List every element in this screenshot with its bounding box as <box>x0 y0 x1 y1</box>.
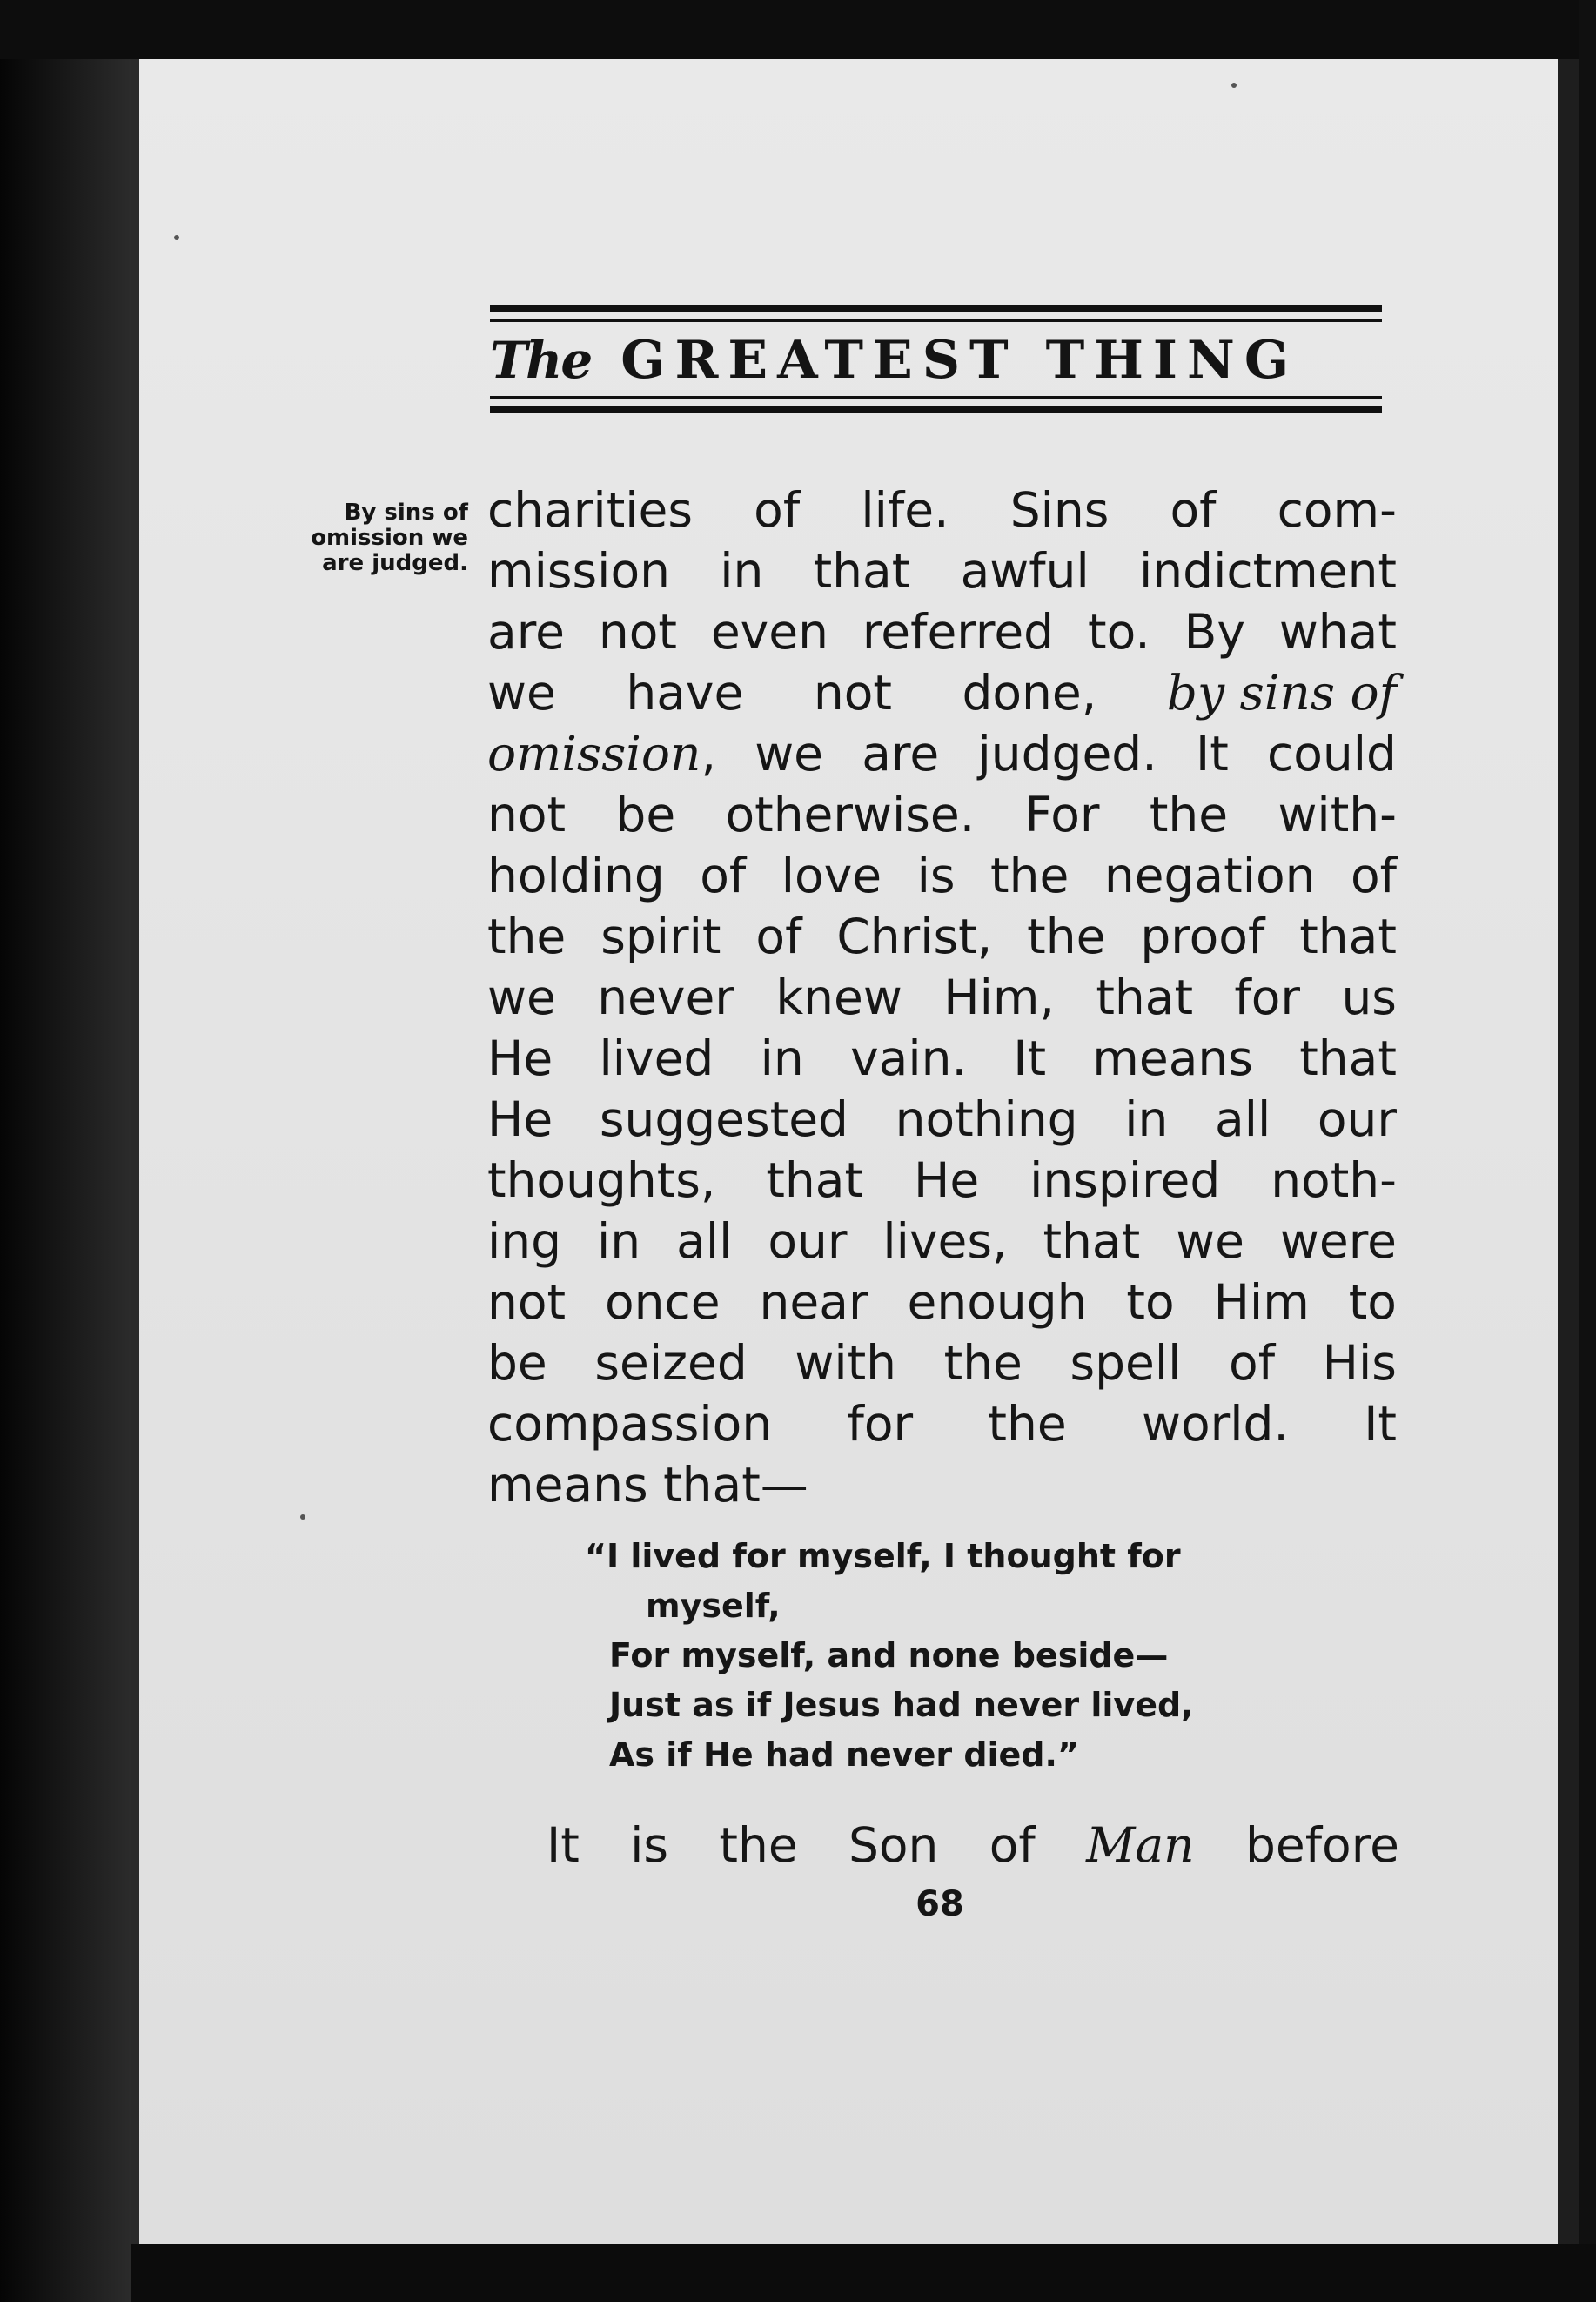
text-line <box>487 1393 1397 1454</box>
word: near <box>759 1274 868 1330</box>
italic-phrase: Man <box>1086 1817 1195 1873</box>
word: love <box>781 848 882 903</box>
word: life. <box>861 482 949 538</box>
word: all <box>1214 1091 1271 1147</box>
word: that <box>766 1152 864 1208</box>
word: that <box>1299 909 1397 964</box>
text-line <box>487 784 1397 845</box>
word: all <box>676 1213 733 1269</box>
text-line <box>487 906 1397 967</box>
word: we <box>487 665 556 721</box>
word: with <box>795 1335 897 1391</box>
word: is <box>630 1817 669 1873</box>
word: us <box>1341 970 1397 1025</box>
word: in <box>597 1213 641 1269</box>
word: could <box>1267 726 1397 782</box>
word: of <box>1350 848 1397 903</box>
word: for <box>847 1396 914 1452</box>
word: By <box>1184 604 1245 660</box>
italic-phrase: omission <box>487 726 701 782</box>
word: His <box>1322 1335 1397 1391</box>
word: He <box>487 1091 553 1147</box>
running-header <box>490 305 1382 421</box>
text-line <box>487 1454 1397 1515</box>
verse-line: “I lived for myself, I thought for <box>585 1537 1181 1575</box>
word: holding <box>487 848 665 903</box>
scan-speck <box>300 1514 305 1520</box>
word: ing <box>487 1213 562 1269</box>
word: even <box>710 604 828 660</box>
word: of <box>700 848 747 903</box>
header-rule <box>490 319 1382 322</box>
word: mission <box>487 543 670 599</box>
text-line <box>487 1089 1397 1150</box>
word: we <box>754 726 824 782</box>
word: suggested <box>599 1091 848 1147</box>
text-line <box>487 601 1397 662</box>
word: that <box>813 543 911 599</box>
word: of <box>754 482 801 538</box>
word: negation <box>1103 848 1316 903</box>
word: to <box>1348 1274 1397 1330</box>
word: to <box>1126 1274 1175 1330</box>
word: proof <box>1140 909 1265 964</box>
page-number: 68 <box>915 1884 964 1924</box>
running-title-article: The <box>490 331 592 390</box>
word: not <box>813 665 892 721</box>
word: before <box>1244 1817 1399 1873</box>
word: that <box>1043 1213 1141 1269</box>
word: be <box>487 1335 547 1391</box>
word: thoughts, <box>487 1152 716 1208</box>
text-line <box>487 967 1397 1028</box>
word: we <box>487 970 556 1025</box>
marginal-note-line: are judged. <box>322 550 468 576</box>
word: are <box>487 604 565 660</box>
word: indictment <box>1139 543 1397 599</box>
word: compassion <box>487 1396 773 1452</box>
word: knew <box>775 970 902 1025</box>
scan-border-bottom <box>131 2244 1596 2302</box>
word: the <box>719 1817 798 1873</box>
word: the <box>1027 909 1106 964</box>
word: It <box>1364 1396 1397 1452</box>
word: the <box>1149 787 1229 842</box>
verse-line: For myself, and none beside— <box>609 1636 1169 1674</box>
word: not <box>598 604 677 660</box>
text-line <box>487 845 1397 906</box>
closing-line <box>547 1815 1399 1876</box>
book-binding <box>0 0 131 2302</box>
scan-speck <box>1231 83 1237 88</box>
text-line <box>487 1150 1397 1211</box>
verse-line: Just as if Jesus had never lived, <box>609 1686 1194 1724</box>
word: referred <box>862 604 1055 660</box>
word: our <box>768 1213 848 1269</box>
word: with- <box>1277 787 1397 842</box>
word: once <box>605 1274 721 1330</box>
word: not <box>487 787 567 842</box>
word <box>487 723 716 784</box>
text-line <box>487 1272 1397 1332</box>
word: Christ, <box>836 909 993 964</box>
word: inspired <box>1029 1152 1221 1208</box>
word: we <box>1176 1213 1244 1269</box>
marginal-note-line: By sins of <box>344 500 468 526</box>
word: in <box>1124 1091 1169 1147</box>
word: Him, <box>943 970 1055 1025</box>
word: what <box>1278 604 1397 660</box>
word: in <box>760 1030 804 1086</box>
word: It <box>547 1817 580 1873</box>
word: For <box>1024 787 1100 842</box>
verse-line: As if He had never died.” <box>609 1735 1079 1774</box>
scan-border-right <box>1558 59 1579 2244</box>
text-line <box>487 1028 1397 1089</box>
running-title <box>490 327 1382 393</box>
word: the <box>988 1396 1067 1452</box>
word: of <box>989 1817 1036 1873</box>
word: in <box>720 543 764 599</box>
word: never <box>597 970 734 1025</box>
word: It <box>1013 1030 1047 1086</box>
marginal-note <box>246 500 468 576</box>
scan-border-top <box>0 0 1596 59</box>
word: that <box>1299 1030 1397 1086</box>
word: He <box>913 1152 980 1208</box>
word: means <box>1092 1030 1253 1086</box>
word: means that— <box>487 1457 808 1513</box>
punctuation: , <box>701 726 716 782</box>
header-rule <box>490 305 1382 312</box>
header-rule <box>490 396 1382 399</box>
word: lives, <box>882 1213 1008 1269</box>
word: that <box>1096 970 1194 1025</box>
text-line <box>487 1211 1397 1272</box>
word: the <box>943 1335 1023 1391</box>
word: judged. <box>977 726 1157 782</box>
word: done, <box>962 665 1097 721</box>
word: world. <box>1141 1396 1289 1452</box>
word: be <box>615 787 676 842</box>
word: of <box>1229 1335 1276 1391</box>
word: is <box>916 848 956 903</box>
scan-speck <box>174 235 179 240</box>
word: the <box>990 848 1070 903</box>
text-line <box>487 540 1397 601</box>
word: for <box>1234 970 1301 1025</box>
text-line <box>487 1332 1397 1393</box>
scan-edge-right <box>1579 0 1596 2302</box>
word: Sins <box>1009 482 1110 538</box>
italic-phrase: by sins of <box>1166 665 1397 721</box>
word: spirit <box>600 909 721 964</box>
word: Him <box>1213 1274 1310 1330</box>
word: It <box>1195 726 1229 782</box>
word: the <box>487 909 567 964</box>
word: lived <box>599 1030 714 1086</box>
word: vain. <box>850 1030 967 1086</box>
word: nothing <box>895 1091 1078 1147</box>
text-line <box>487 662 1397 723</box>
body-paragraph <box>487 480 1397 1515</box>
word: awful <box>960 543 1090 599</box>
word: com- <box>1277 482 1397 538</box>
word: our <box>1317 1091 1397 1147</box>
word: of <box>755 909 802 964</box>
word: otherwise. <box>725 787 976 842</box>
verse-line: myself, <box>646 1587 781 1625</box>
marginal-note-line: omission we <box>311 525 468 551</box>
word: are <box>862 726 940 782</box>
text-line <box>487 723 1397 784</box>
word: to. <box>1088 604 1150 660</box>
verse-quotation <box>585 1532 1368 1780</box>
word: seized <box>594 1335 748 1391</box>
word: of <box>1170 482 1217 538</box>
word: not <box>487 1274 567 1330</box>
running-title-text: GREATEST THING <box>620 330 1299 391</box>
word: charities <box>487 482 694 538</box>
text-line <box>487 480 1397 540</box>
word: enough <box>907 1274 1088 1330</box>
word: Son <box>848 1817 939 1873</box>
word: He <box>487 1030 553 1086</box>
header-rule <box>490 406 1382 413</box>
word: noth- <box>1271 1152 1397 1208</box>
word: have <box>626 665 744 721</box>
word: were <box>1279 1213 1397 1269</box>
word: spell <box>1070 1335 1182 1391</box>
